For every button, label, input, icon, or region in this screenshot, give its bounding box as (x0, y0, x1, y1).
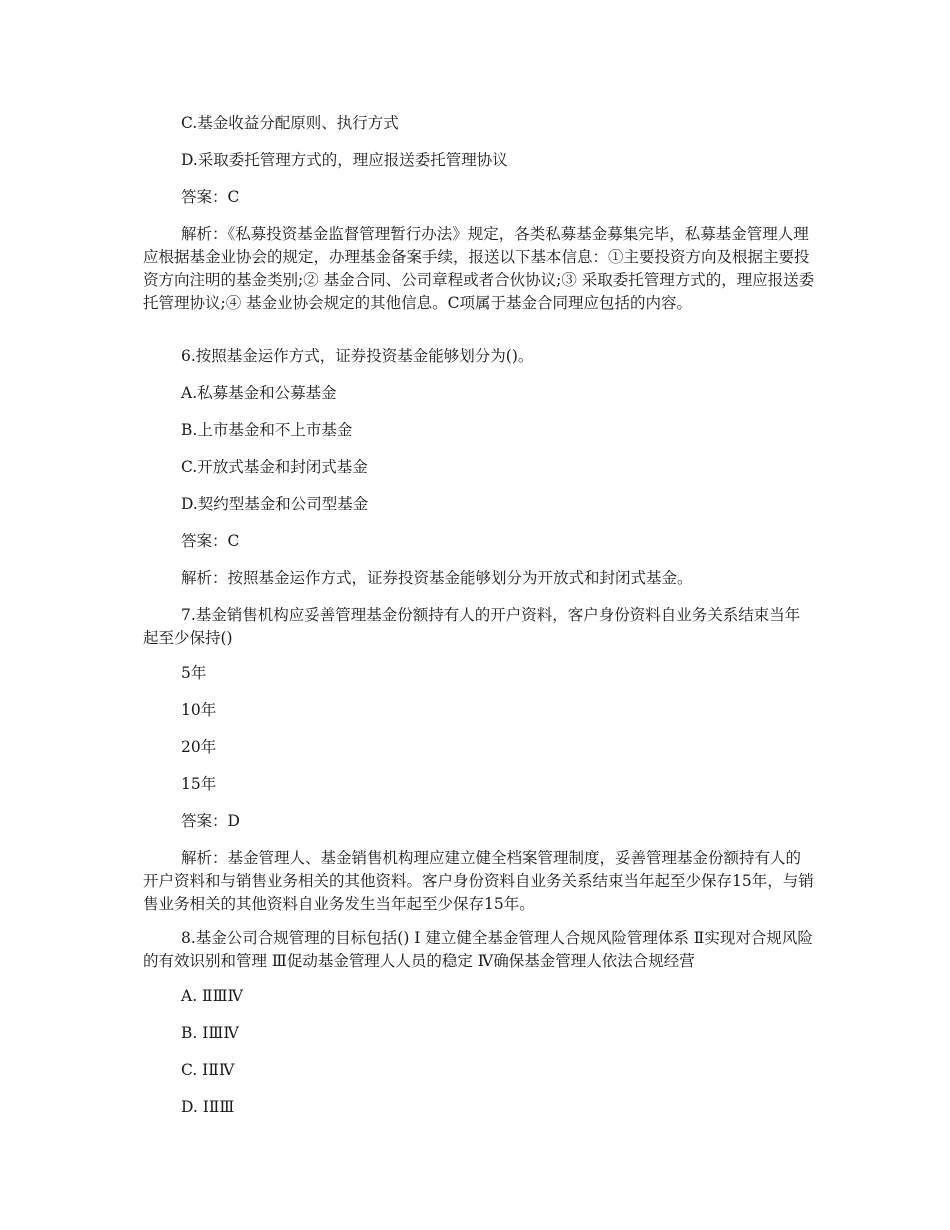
q5-option-d: D.采取委托管理方式的，理应报送委托管理协议 (181, 151, 508, 169)
q8-option-b: B. ⅠⅢⅣ (181, 1024, 239, 1042)
q6-analysis: 解析：按照基金运作方式，证券投资基金能够划分为开放式和封闭式基金。 (181, 569, 693, 587)
q8-option-d: D. ⅠⅡⅢ (181, 1098, 235, 1116)
q7-option-c: 20年 (181, 738, 217, 756)
q6-option-a: A.私募基金和公募基金 (181, 384, 337, 402)
q7-option-a: 5年 (181, 664, 207, 682)
q6-option-d: D.契约型基金和公司型基金 (181, 495, 369, 513)
q7-question: 7.基金销售机构应妥善管理基金份额持有人的开户资料，客户身份资料自业务关系结束当年起至少保持() (143, 606, 801, 647)
q6-answer: 答案：C (181, 532, 240, 550)
q7-answer: 答案：D (181, 812, 240, 830)
q6-option-c: C.开放式基金和封闭式基金 (181, 458, 368, 476)
q6-question: 6.按照基金运作方式，证券投资基金能够划分为()。 (181, 347, 534, 365)
q5-answer: 答案：C (181, 188, 240, 206)
q8-question: 8.基金公司合规管理的目标包括() Ⅰ 建立健全基金管理人合规风险管理体系 Ⅱ实现对合规风险的有效识别和管理 Ⅲ促动基金管理人人员的稳定 Ⅳ确保基金管理人依法合规经营 (143, 929, 813, 970)
q7-option-b: 10年 (181, 701, 217, 719)
q8-option-a: A. ⅡⅢⅣ (181, 987, 244, 1005)
q5-analysis: 解析：《私募投资基金监督管理暂行办法》规定，各类私募基金募集完毕，私募基金管理人理应根据基金业协会的规定，办理基金备案手续，报送以下基本信息：①主要投资方向及根据主要投资方向注明的基金类别;② 基金合同、公司章程或者合伙协议;③ 采取委托管理方式的，理应报送委托管理协议;④ 基金业协会规定的其他信息。C项属于基金合同理应包括的内容。 (143, 225, 815, 312)
q5-option-c: C.基金收益分配原则、执行方式 (181, 114, 399, 132)
q8-option-c: C. ⅠⅡⅣ (181, 1061, 235, 1079)
q7-option-d: 15年 (181, 775, 217, 793)
q6-option-b: B.上市基金和不上市基金 (181, 421, 353, 439)
q7-analysis: 解析：基金管理人、基金销售机构理应建立健全档案管理制度，妥善管理基金份额持有人的开户资料和与销售业务相关的其他资料。客户身份资料自业务关系结束当年起至少保存15年，与销售业务相关的其他资料自业务发生当年起至少保存15年。 (143, 849, 814, 913)
